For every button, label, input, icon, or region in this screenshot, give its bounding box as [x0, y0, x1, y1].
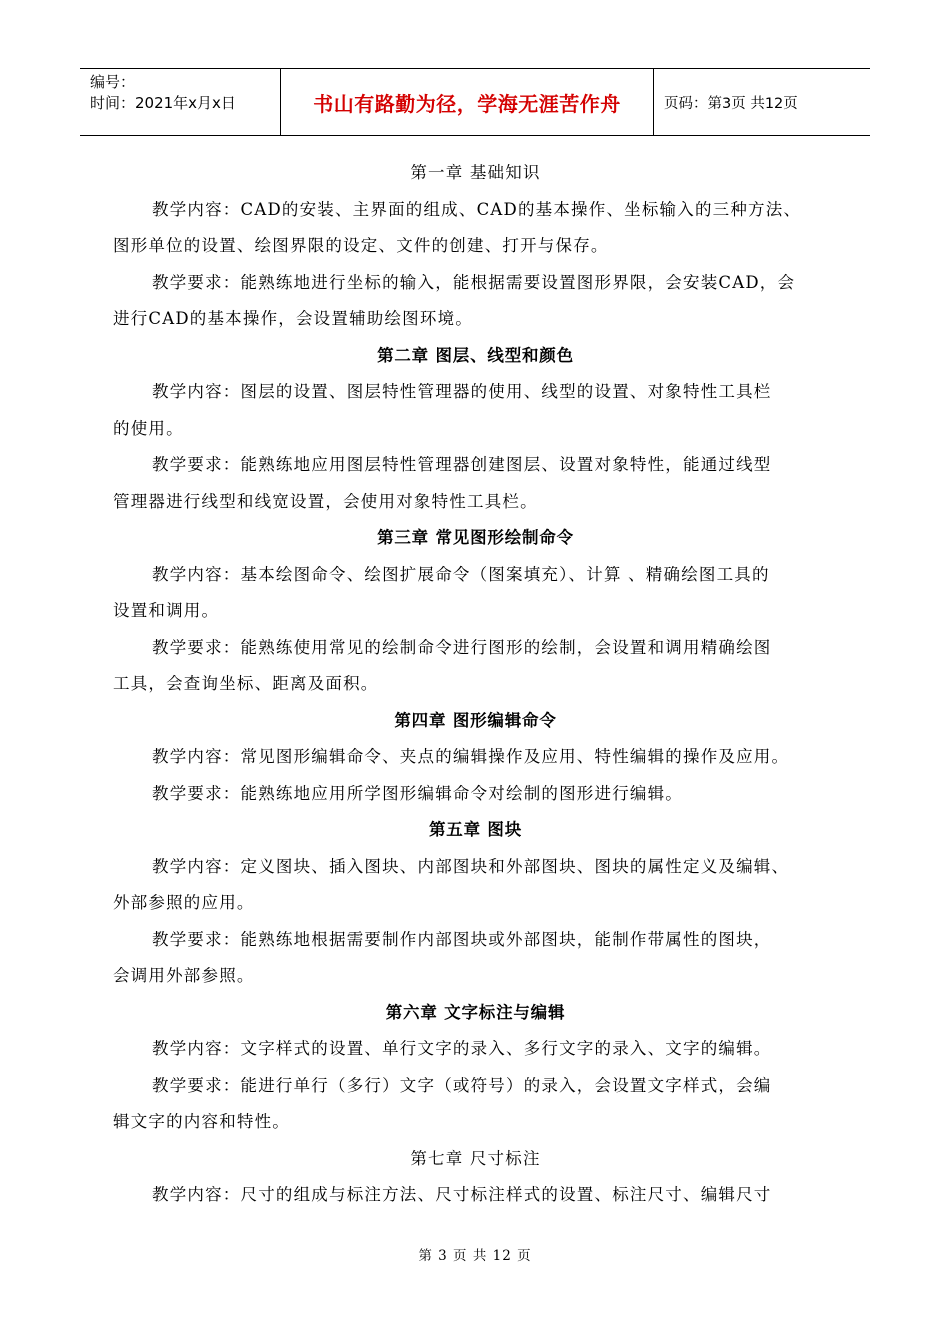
- header-meta: [80, 69, 281, 135]
- header-motto: 书山有路勤为径，学海无涯苦作舟: [281, 69, 654, 135]
- chapter-heading: 第二章 图层、线型和颜色: [377, 345, 574, 365]
- document-number-label: 编号：: [90, 73, 136, 91]
- paragraph-line: 教学要求：能熟练地根据需要制作内部图块或外部图块，能制作带属性的图块，: [152, 929, 772, 949]
- paragraph-line: 进行CAD的基本操作，会设置辅助绘图环境。: [113, 309, 473, 328]
- chapter-heading: 第一章 基础知识: [410, 163, 541, 182]
- paragraph-line: 的使用。: [113, 418, 184, 438]
- paragraph-line: 教学要求：能进行单行（多行）文字（或符号）的录入，会设置文字样式，会编: [152, 1075, 772, 1095]
- paragraph-line: 图形单位的设置、绘图界限的设定、文件的创建、打开与保存。: [113, 236, 609, 255]
- chapter-heading: 第四章 图形编辑命令: [394, 710, 557, 730]
- document-body: [113, 155, 838, 1214]
- document-date: 时间：2021年x月x日: [90, 94, 236, 112]
- paragraph-line: 教学要求：能熟练使用常见的绘制命令进行图形的绘制，会设置和调用精确绘图: [152, 637, 772, 657]
- paragraph-line: 教学要求：能熟练地应用图层特性管理器创建图层、设置对象特性，能通过线型: [152, 455, 772, 474]
- paragraph-line: 会调用外部参照。: [113, 966, 255, 985]
- paragraph-line: 辑文字的内容和特性。: [113, 1112, 290, 1131]
- chapter-heading: 第三章 常见图形绘制命令: [377, 528, 574, 547]
- paragraph-line: 教学内容：图层的设置、图层特性管理器的使用、线型的设置、对象特性工具栏: [152, 382, 772, 401]
- paragraph-line: 教学内容：CAD的安装、主界面的组成、CAD的基本操作、坐标输入的三种方法、: [152, 199, 802, 219]
- chapter-heading: 第五章 图块: [428, 820, 523, 839]
- paragraph-line: 教学内容：文字样式的设置、单行文字的录入、多行文字的录入、文字的编辑。: [152, 1039, 772, 1058]
- paragraph-line: 管理器进行线型和线宽设置，会使用对象特性工具栏。: [113, 491, 538, 511]
- paragraph-line: 设置和调用。: [113, 601, 220, 620]
- paragraph-line: 教学内容：尺寸的组成与标注方法、尺寸标注样式的设置、标注尺寸、编辑尺寸: [152, 1185, 772, 1204]
- paragraph-line: 外部参照的应用。: [113, 893, 255, 912]
- header-page-info: 页码：第3页 共12页: [664, 95, 798, 112]
- paragraph-line: 教学内容：定义图块、插入图块、内部图块和外部图块、图块的属性定义及编辑、: [152, 856, 790, 876]
- page-footer: 第 3 页 共 12 页: [418, 1248, 532, 1264]
- paragraph-line: 教学要求：能熟练地应用所学图形编辑命令对绘制的图形进行编辑。: [152, 783, 683, 803]
- chapter-heading: 第六章 文字标注与编辑: [385, 1002, 566, 1022]
- chapter-heading: 第七章 尺寸标注: [410, 1148, 541, 1168]
- page-header: [80, 68, 870, 136]
- paragraph-line: 教学内容：基本绘图命令、绘图扩展命令（图案填充）、计算 、精确绘图工具的: [152, 564, 770, 584]
- paragraph-line: 工具，会查询坐标、距离及面积。: [113, 674, 379, 693]
- paragraph-line: 教学内容：常见图形编辑命令、夹点的编辑操作及应用、特性编辑的操作及应用。: [152, 747, 790, 766]
- paragraph-line: 教学要求：能熟练地进行坐标的输入，能根据需要设置图形界限，会安装CAD，会: [152, 272, 796, 292]
